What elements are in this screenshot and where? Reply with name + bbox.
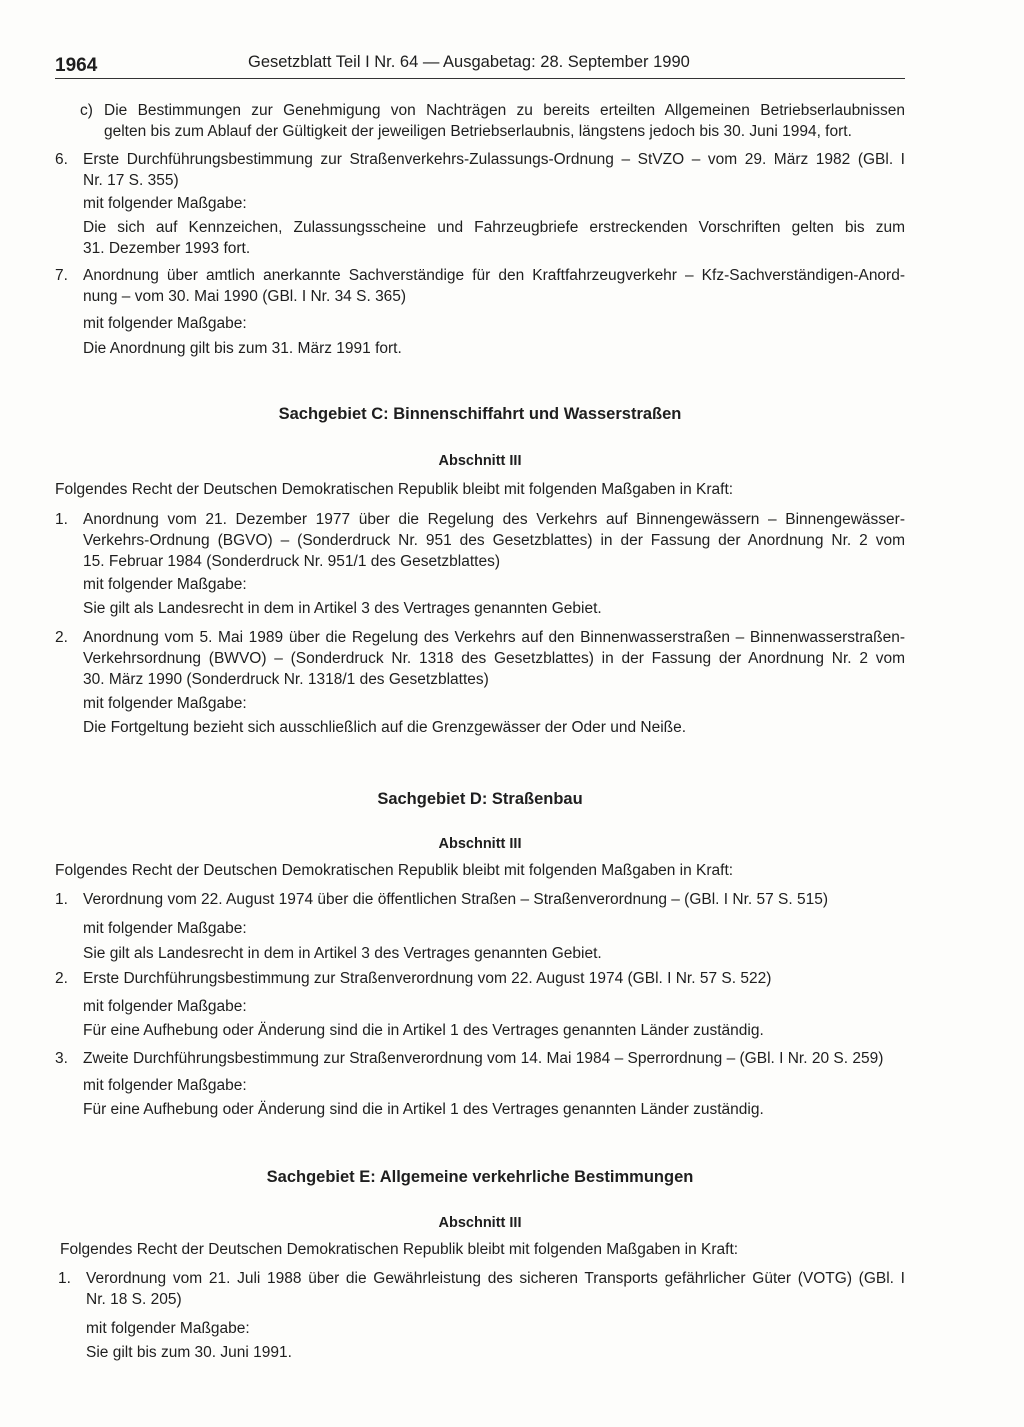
massgabe-label: mit folgender Maßgabe:: [83, 195, 247, 212]
massgabe-label: mit folgender Maßgabe:: [83, 695, 247, 712]
section-e-abschnitt: Abschnitt III: [438, 1215, 522, 1231]
massgabe-label: mit folgender Maßgabe:: [83, 1077, 247, 1094]
massgabe-label: mit folgender Maßgabe:: [83, 576, 247, 593]
massgabe-text: Für eine Aufhebung oder Änderung sind die in Artikel 1 des Vertrages genannten Länder zuständig.: [83, 1101, 764, 1118]
section-d-abschnitt: Abschnitt III: [438, 836, 522, 852]
section-e-heading: Sachgebiet E: Allgemeine verkehrliche Bestimmungen: [266, 1168, 694, 1186]
section-d-item-3: [55, 1048, 905, 1069]
item-number: 3.: [55, 1050, 68, 1067]
massgabe-text: Die Anordnung gilt bis zum 31. März 1991 fort.: [83, 340, 402, 357]
item-text-line: Die Bestimmungen zur Genehmigung von Nachträgen zu bereits erteilten Allgemeinen Betriebserlaubnissen: [104, 102, 905, 119]
massgabe-label: mit folgender Maßgabe:: [83, 920, 247, 937]
item-text-line: Verkehrsordnung (BWVO) – (Sonderdruck Nr. 1318 des Gesetzblattes) in der Fassung der Anordnung Nr. 2 vom: [83, 650, 905, 667]
massgabe-text: Für eine Aufhebung oder Änderung sind die in Artikel 1 des Vertrages genannten Länder zuständig.: [83, 1022, 764, 1039]
page-header: [55, 52, 905, 79]
item-text-line: nung – vom 30. Mai 1990 (GBl. I Nr. 34 S. 365): [83, 288, 407, 305]
item-text-line: Nr. 17 S. 355): [83, 172, 179, 189]
item-text-line: Anordnung vom 5. Mai 1989 über die Regelung des Verkehrs auf den Binnenwasserstraßen – Binnenwasserstraßen-: [83, 629, 905, 646]
section-d-item-2: [55, 968, 905, 989]
item-text-line: Anordnung über amtlich anerkannte Sachverständige für den Kraftfahrzeugverkehr – Kfz-Sachverständigen-Anord-: [83, 267, 905, 284]
item-label: c): [80, 102, 93, 119]
section-d-heading: Sachgebiet D: Straßenbau: [377, 790, 583, 808]
section-e-item-1: [58, 1268, 905, 1310]
item-number: 1.: [55, 891, 68, 908]
item-number: 7.: [55, 267, 68, 284]
item-text-line: Verordnung vom 21. Juli 1988 über die Gewährleistung des sicheren Transports gefährlicher Güter (VOTG) (GBl. I: [86, 1270, 905, 1287]
massgabe-text: Sie gilt als Landesrecht in dem in Artikel 3 des Vertrages genannten Gebiet.: [83, 600, 602, 617]
item-text-line: Anordnung vom 21. Dezember 1977 über die Regelung des Verkehrs auf Binnengewässern – Binnengewässer-: [83, 511, 905, 528]
item-text-line: Verordnung vom 22. August 1974 über die öffentlichen Straßen – Straßenverordnung – (GBl. I Nr. 57 S. 515): [83, 891, 829, 908]
item-number: 2.: [55, 629, 68, 646]
item-text-line: 30. März 1990 (Sonderdruck Nr. 1318/1 des Gesetzblattes): [83, 671, 489, 688]
section-d-intro: Folgendes Recht der Deutschen Demokratischen Republik bleibt mit folgenden Maßgaben in Kraft:: [55, 862, 734, 879]
massgabe-text: Sie gilt bis zum 30. Juni 1991.: [86, 1344, 292, 1361]
item-text-line: 15. Februar 1984 (Sonderdruck Nr. 951/1 des Gesetzblattes): [83, 553, 501, 570]
massgabe-text: Sie gilt als Landesrecht in dem in Artikel 3 des Vertrages genannten Gebiet.: [83, 945, 602, 962]
item-text-line: Die sich auf Kennzeichen, Zulassungsscheine und Fahrzeugbriefe erstreckenden Vorschriften gelten bis zum: [83, 219, 905, 236]
item-text-line: Erste Durchführungsbestimmung zur Straßenverordnung vom 22. August 1974 (GBl. I Nr. 57 S. 522): [83, 970, 772, 987]
massgabe-label: mit folgender Maßgabe:: [83, 998, 247, 1015]
section-c-item-1: [55, 509, 905, 572]
item-text-line: Erste Durchführungsbestimmung zur Straßenverkehrs-Zulassungs-Ordnung – StVZO – vom 29. März 1982 (GBl. I: [83, 151, 905, 168]
list-item-6: [55, 149, 905, 191]
section-e-intro: Folgendes Recht der Deutschen Demokratischen Republik bleibt mit folgenden Maßgaben in Kraft:: [60, 1241, 739, 1258]
section-c-abschnitt: Abschnitt III: [438, 453, 522, 469]
massgabe-label: mit folgender Maßgabe:: [83, 315, 247, 332]
item-text-line: Zweite Durchführungsbestimmung zur Straßenverordnung vom 14. Mai 1984 – Sperrordnung – (GBl. I Nr. 20 S. 259): [83, 1050, 884, 1067]
list-item-c: [80, 100, 905, 142]
section-c-heading: Sachgebiet C: Binnenschiffahrt und Wasserstraßen: [278, 405, 682, 423]
item-text-line: Nr. 18 S. 205): [86, 1291, 182, 1308]
item-text-line: 31. Dezember 1993 fort.: [83, 240, 251, 257]
list-item-7: [55, 265, 905, 307]
massgabe-text: [83, 217, 905, 259]
item-number: 2.: [55, 970, 68, 987]
item-text-line: gelten bis zum Ablauf der Gültigkeit der jeweiligen Betriebserlaubnis, längstens jedoch bis 30. Juni 1994, fort.: [104, 123, 852, 140]
running-title: Gesetzblatt Teil I Nr. 64 — Ausgabetag: 28. September 1990: [248, 53, 690, 71]
item-text-line: Verkehrs-Ordnung (BGVO) – (Sonderdruck Nr. 951 des Gesetzblattes) in der Fassung der Anordnung Nr. 2 vom: [83, 532, 905, 549]
item-number: 1.: [58, 1270, 71, 1287]
massgabe-label: mit folgender Maßgabe:: [86, 1320, 250, 1337]
page-number: 1964: [55, 55, 98, 76]
section-d-item-1: [55, 889, 905, 910]
section-c-intro: Folgendes Recht der Deutschen Demokratischen Republik bleibt mit folgenden Maßgaben in Kraft:: [55, 481, 734, 498]
section-c-item-2: [55, 627, 905, 690]
item-number: 6.: [55, 151, 68, 168]
massgabe-text: Die Fortgeltung bezieht sich ausschließlich auf die Grenzgewässer der Oder und Neiße.: [83, 719, 687, 736]
item-number: 1.: [55, 511, 68, 528]
